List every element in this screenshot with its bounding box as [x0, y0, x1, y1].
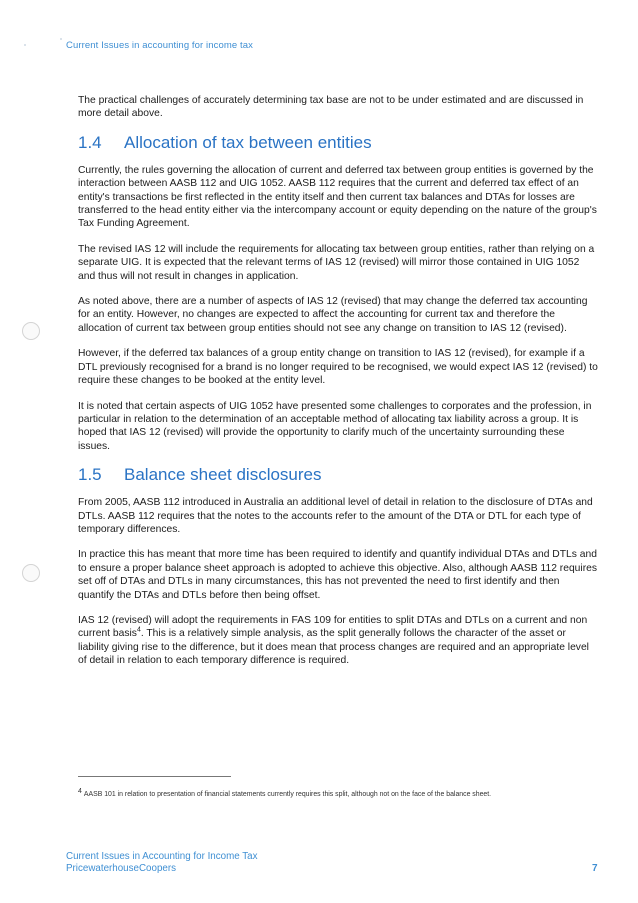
section-title: Balance sheet disclosures — [124, 465, 322, 485]
binder-hole — [22, 322, 40, 340]
footnote-text: AASB 101 in relation to presentation of financial statements currently requires this split, although not on the face of the balance sheet. — [83, 791, 492, 798]
footer — [66, 851, 258, 875]
footer-document-title: Current Issues in Accounting for Income Tax — [66, 851, 258, 862]
paragraph-text: IAS 12 (revised) will adopt the requirements in FAS 109 for entities to split DTAs and DTLs on a current and non current basis — [78, 614, 588, 640]
paragraph: From 2005, AASB 112 introduced in Australia an additional level of detail in relation to the disclosure of DTAs and DTLs. AASB 112 requires that the notes to the accounts refer to the amount of the DTA or DTL for each type of temporary differences. — [78, 497, 593, 535]
page-number: 7 — [592, 863, 598, 874]
footnote-divider — [78, 776, 231, 777]
paragraph: However, if the deferred tax balances of a group entity change on transition to IAS 12 (revised), for example if a DTL previously recognised for a brand is no longer required to be recognised, we would expect IAS 12 (revised) to require these changes to be booked at the entity level. — [78, 348, 598, 387]
page-body — [78, 94, 598, 680]
paragraph: It is noted that certain aspects of UIG 1052 have presented some challenges to corporates and the profession, in particular in relation to the determination of an acceptable method of allocating tax liability across a group. It is hoped that IAS 12 (revised) will provide the opportunity to clarify much of the uncertainty surrounding these issues. — [78, 400, 592, 452]
paragraph-with-footnote — [78, 614, 598, 668]
paragraph: In practice this has meant that more time has been required to identify and quantify individual DTAs and DTLs and to ensure a proper balance sheet approach is adopted to achieve this objective. Also, although AASB 112 requires set off of DTAs and DTLs in many circumstances, this has not prevented the need to first identify and then quantify the DTAs and DTLs before then being offset. — [78, 549, 598, 601]
binder-hole — [22, 564, 40, 582]
section-heading-1-5 — [78, 465, 598, 485]
paragraph: As noted above, there are a number of aspects of IAS 12 (revised) that may change the deferred tax accounting for an entity. However, no changes are expected to affect the accounting for current tax and therefore the allocation of current tax between group entities should not see any change on transition to IAS 12 (revised). — [78, 296, 588, 334]
paragraph: Currently, the rules governing the allocation of current and deferred tax between group entities is governed by the interaction between AASB 112 and UIG 1052. AASB 112 requires that the current and deferred tax effect of an entity's transactions be first reflected in the entity itself and then current tax balances and DTAs for losses are transferred to the head entity either via the intercompany account or equity depending on the nature of the group's Tax Funding Agreement. — [78, 164, 597, 230]
intro-paragraph: The practical challenges of accurately determining tax base are not to be under estimated and are discussed in more detail above. — [78, 95, 584, 120]
paragraph-text: . This is a relatively simple analysis, as the split generally follows the character of the asset or liability giving rise to the difference, but it does mean that process changes are required and an appropriate level of detail in relation to each temporary difference is required. — [78, 628, 589, 667]
section-number: 1.5 — [78, 465, 102, 485]
footnote-mark: 4 — [78, 787, 82, 795]
footnote — [78, 787, 608, 798]
section-heading-1-4 — [78, 133, 598, 153]
section-title: Allocation of tax between entities — [124, 132, 372, 152]
footnote-reference[interactable]: 4 — [136, 626, 141, 634]
running-header: Current Issues in accounting for income tax — [66, 40, 253, 51]
section-number: 1.4 — [78, 132, 102, 152]
footer-company: PricewaterhouseCoopers — [66, 863, 176, 874]
paragraph: The revised IAS 12 will include the requirements for allocating tax between group entities, rather than relying on a separate UIG. It is expected that the relevant terms of IAS 12 (revised) will mirror those contained in UIG 1052 and thus will not result in changes in application. — [78, 243, 595, 282]
scan-dot — [24, 44, 26, 46]
scan-dot — [60, 38, 62, 40]
